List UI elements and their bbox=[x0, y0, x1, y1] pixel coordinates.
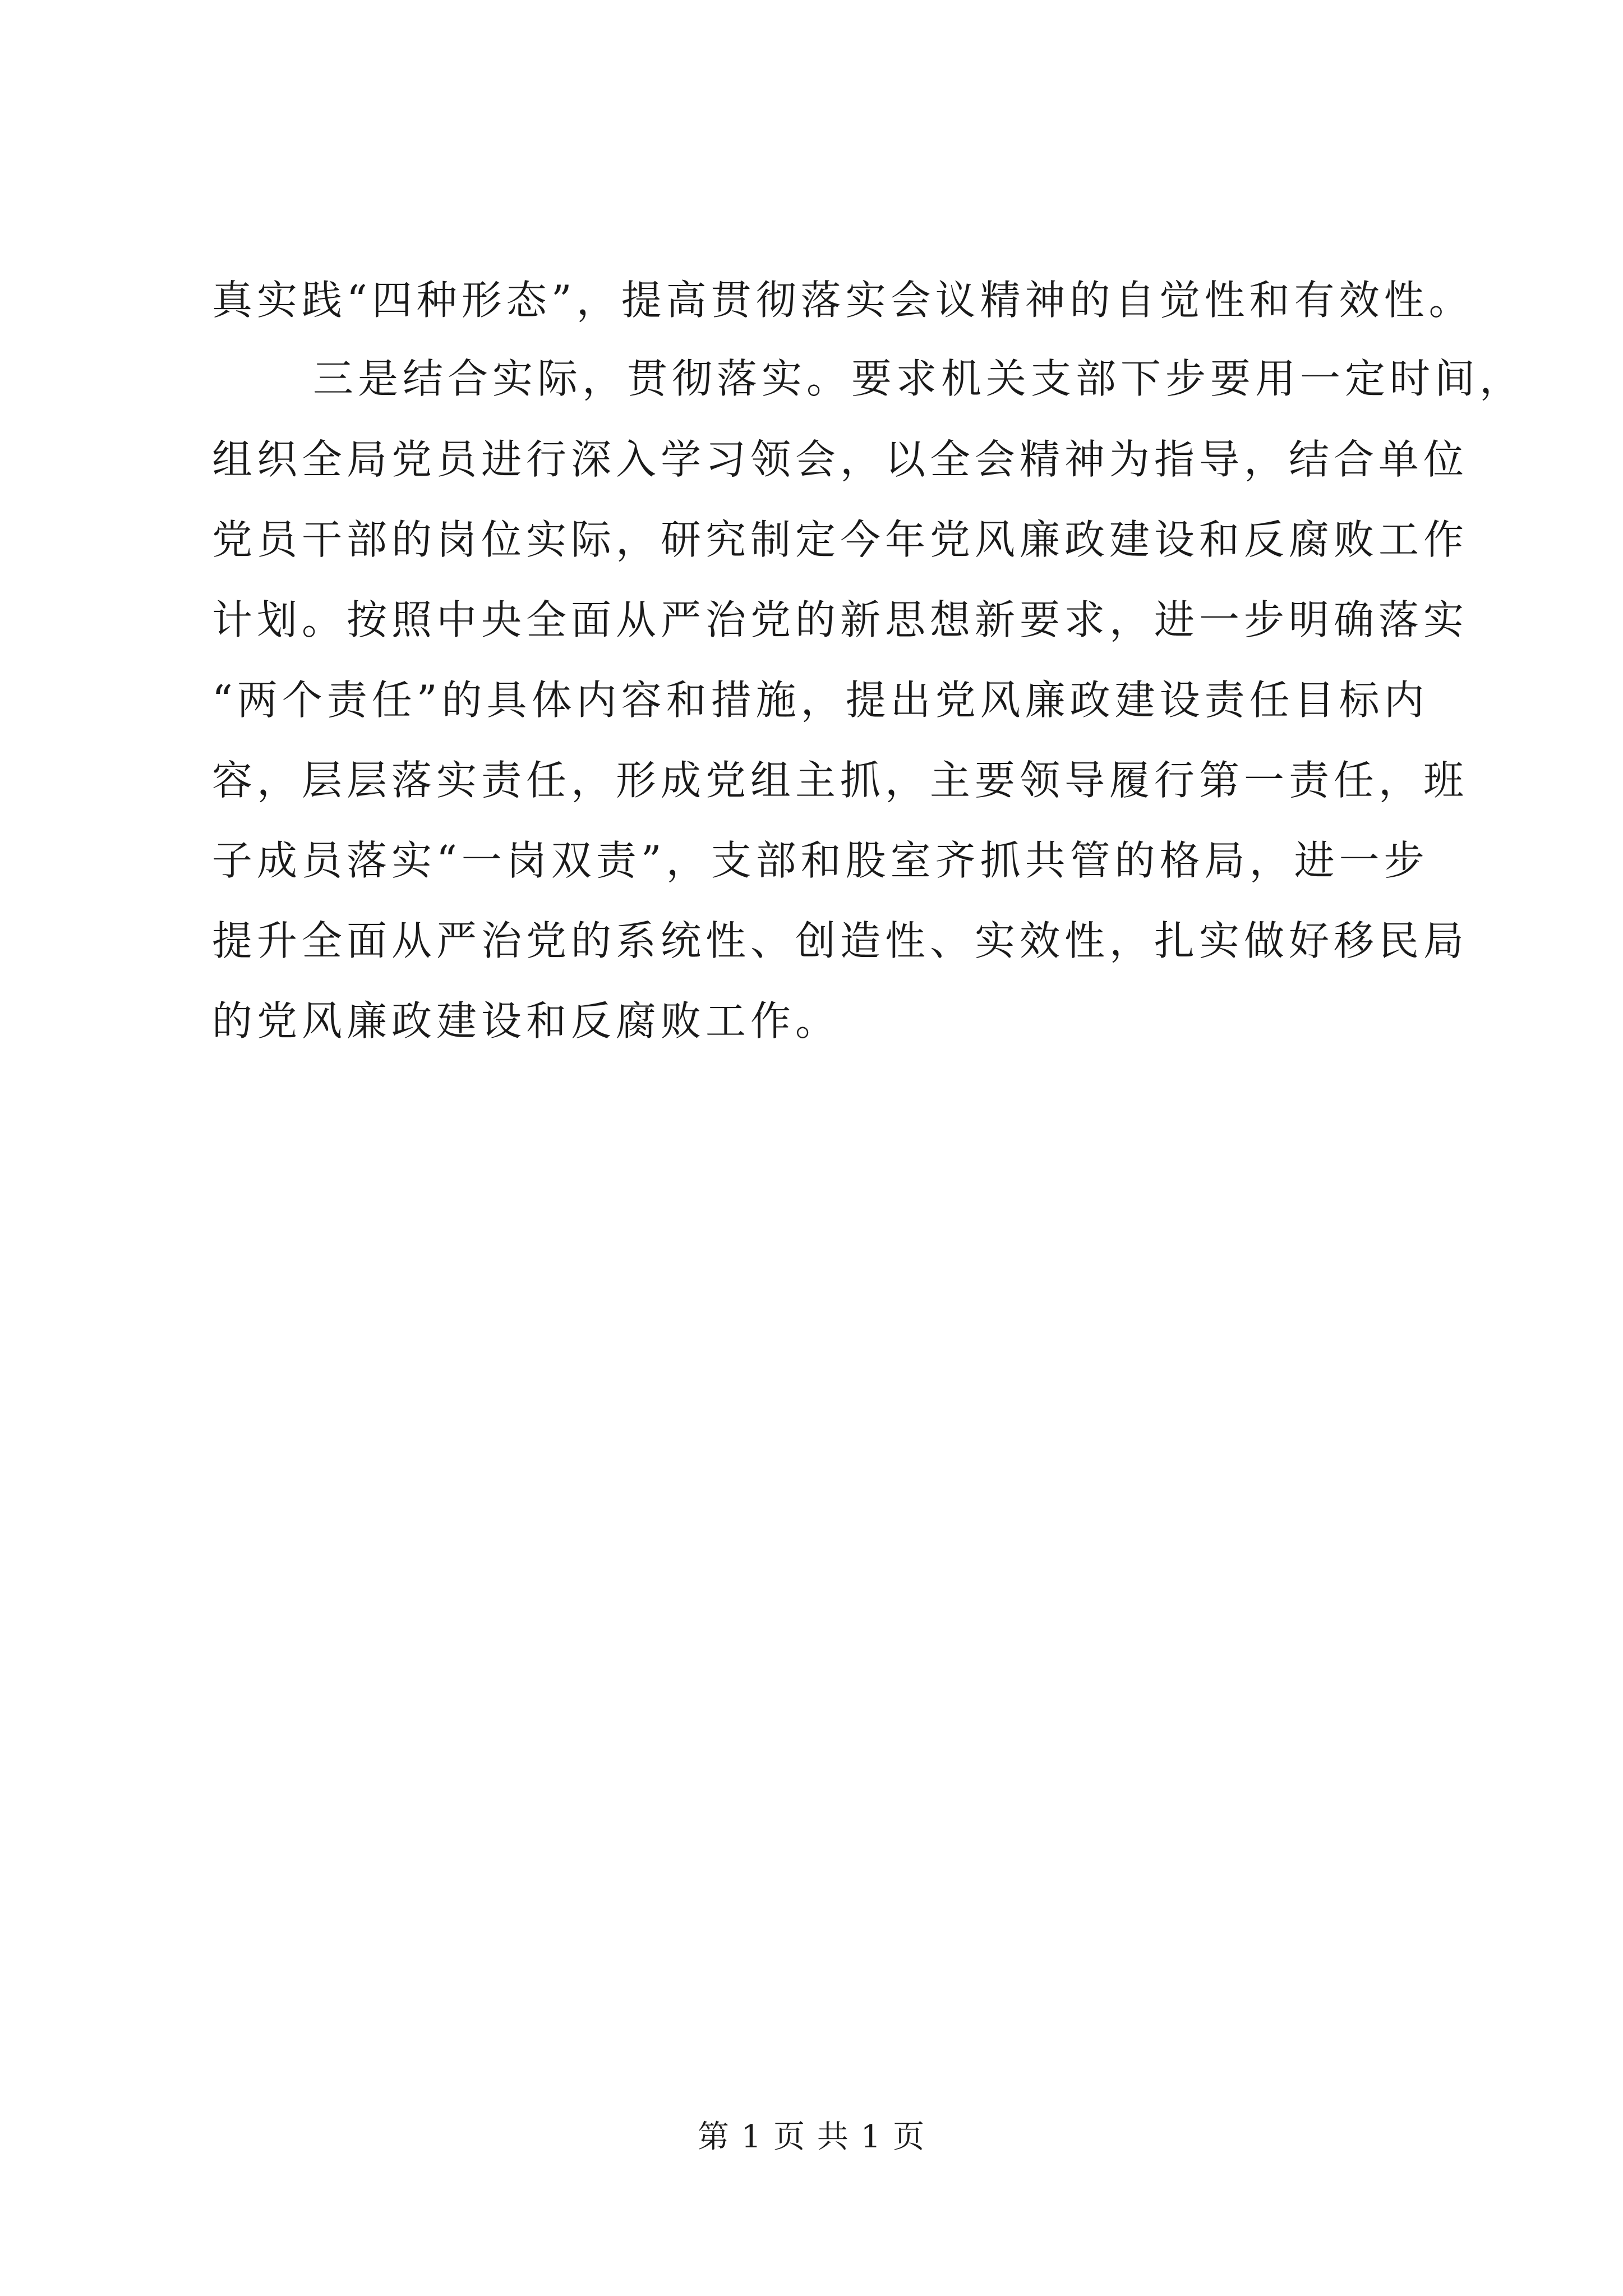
text-line: 的党风廉政建设和反腐败工作。 bbox=[212, 997, 841, 1045]
text-line: 子成员落实“一岗双责”，支部和股室齐抓共管的格局，进一步 bbox=[212, 837, 1429, 884]
page-footer: 第 1 页 共 1 页 bbox=[697, 2119, 926, 2155]
text-line: 组织全局党员进行深入学习领会，以全会精神为指导，结合单位 bbox=[212, 436, 1469, 483]
text-line: 计划。按照中央全面从严治党的新思想新要求，进一步明确落实 bbox=[212, 596, 1469, 643]
text-line: 提升全面从严治党的系统性、创造性、实效性，扎实做好移民局 bbox=[212, 917, 1469, 964]
text-line: “两个责任”的具体内容和措施，提出党风廉政建设责任目标内 bbox=[212, 677, 1429, 724]
paragraph-first-line: 三是结合实际，贯彻落实。要求机关支部下步要用一定时间， bbox=[313, 355, 1525, 402]
text-line: 党员干部的岗位实际，研究制定今年党风廉政建设和反腐败工作 bbox=[212, 516, 1469, 563]
text-line: 容，层层落实责任，形成党组主抓，主要领导履行第一责任，班 bbox=[212, 757, 1469, 804]
text-line: 真实践“四种形态”，提高贯彻落实会议精神的自觉性和有效性。 bbox=[212, 277, 1474, 324]
